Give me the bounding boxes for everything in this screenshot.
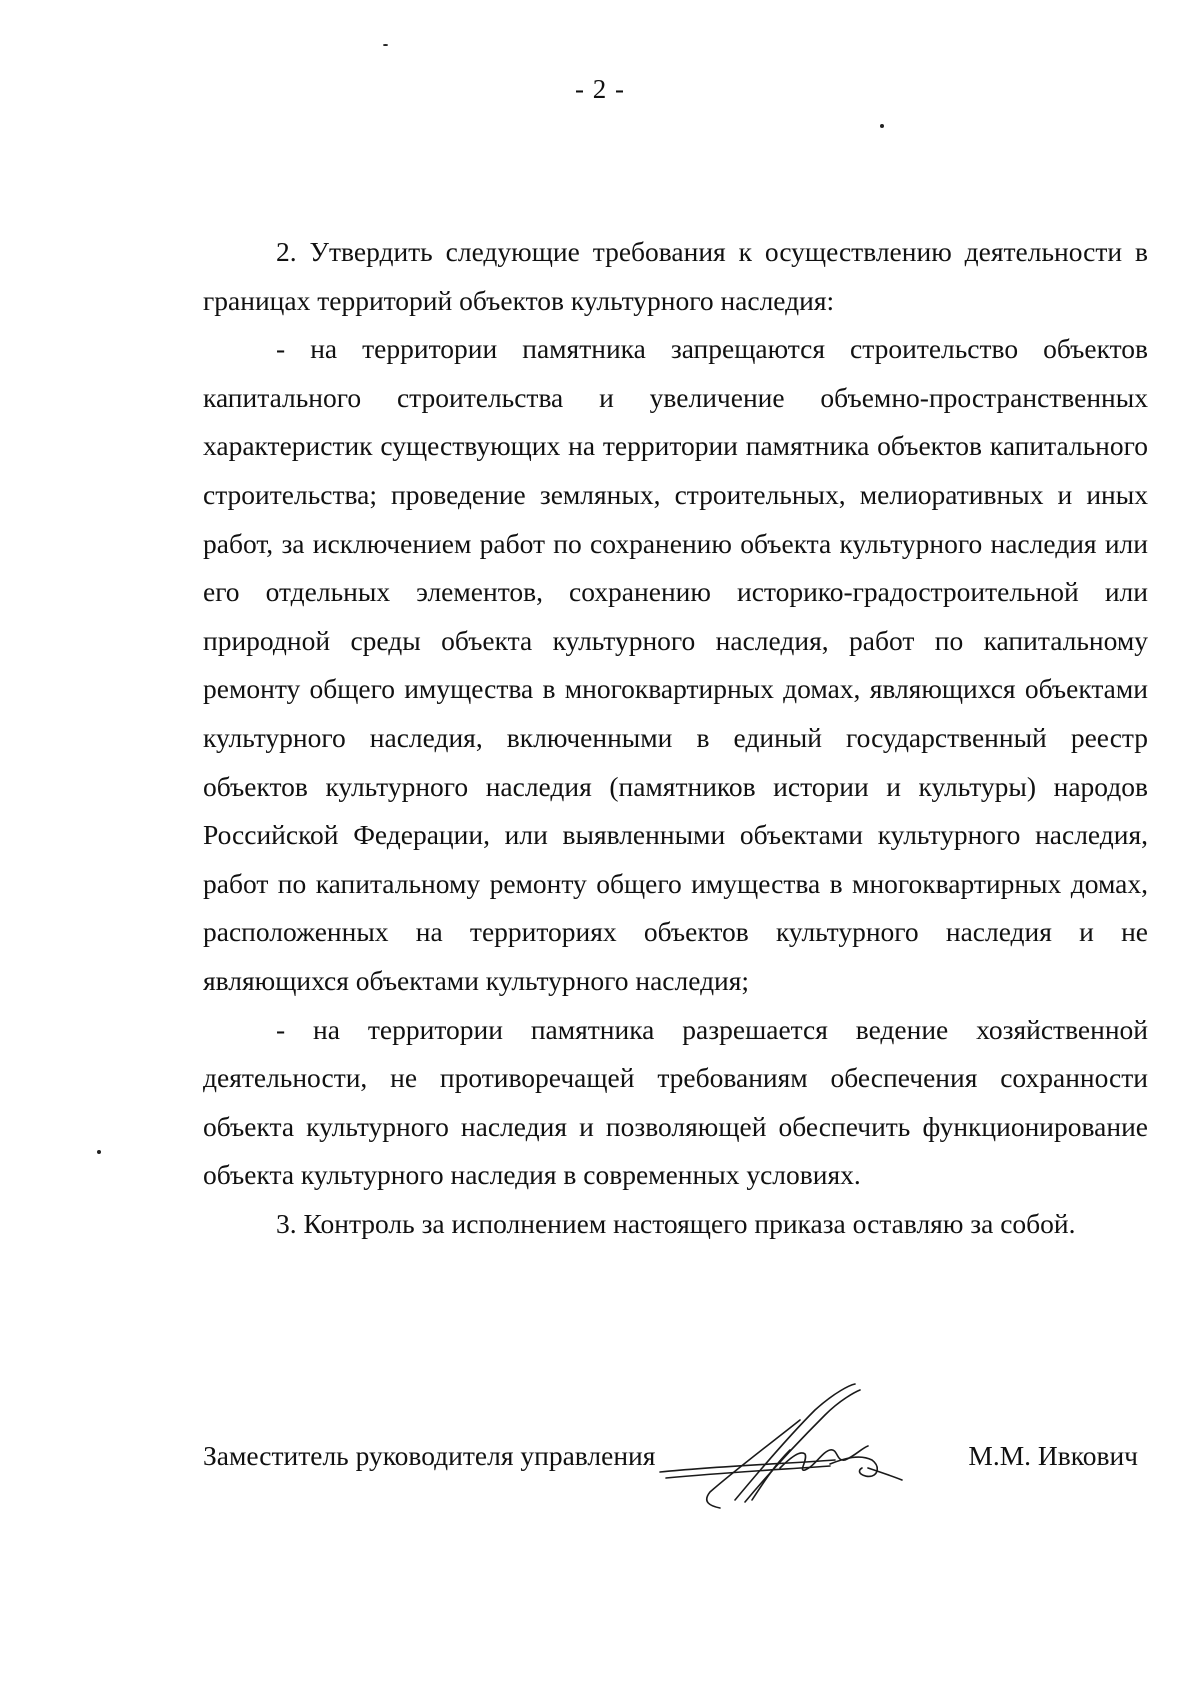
document-body [203,228,1148,1248]
paragraph-clause-3: 3. Контроль за исполнением настоящего приказа оставляю за собой. [276,1207,1076,1239]
page-number: - 2 - [575,74,625,104]
signer-position: Заместитель руководителя управления [203,1440,656,1471]
scan-speck [880,124,884,128]
handwritten-signature [640,1380,960,1520]
scan-speck [97,1150,101,1154]
scan-speck [383,44,388,46]
paragraph-clause-2: 2. Утвердить следующие требования к осуществлению деятельности в границах территорий объектов культурного наследия: [203,236,1148,316]
paragraph-prohibitions: - на территории памятника запрещаются строительство объектов капитального строительства и увеличение объемно-пространственных характеристик существующих на территории памятника объектов капитального строительства; проведение земляных, строительных, мелиоративных и иных работ, за исключением работ по сохранению объекта культурного наследия или его отдельных элементов, сохранению историко-градостроительной или природной среды объекта культурного наследия, работ по капитальному ремонту общего имущества в многоквартирных домах, являющихся объектами культурного наследия, включенными в единый государственный реестр объектов культурного наследия (памятников истории и культуры) народов Российской Федерации, или выявленными объектами культурного наследия, работ по капитальному ремонту общего имущества в многоквартирных домах, расположенных на территориях объектов культурного наследия и не являющихся объектами культурного наследия; [203,333,1148,996]
paragraph-permissions: - на территории памятника разрешается ведение хозяйственной деятельности, не противоречащей требованиям обеспечения сохранности объекта культурного наследия и позволяющей обеспечить функционирование объекта культурного наследия в современных условиях. [203,1013,1148,1191]
signer-name: М.М. Ивкович [968,1440,1138,1471]
